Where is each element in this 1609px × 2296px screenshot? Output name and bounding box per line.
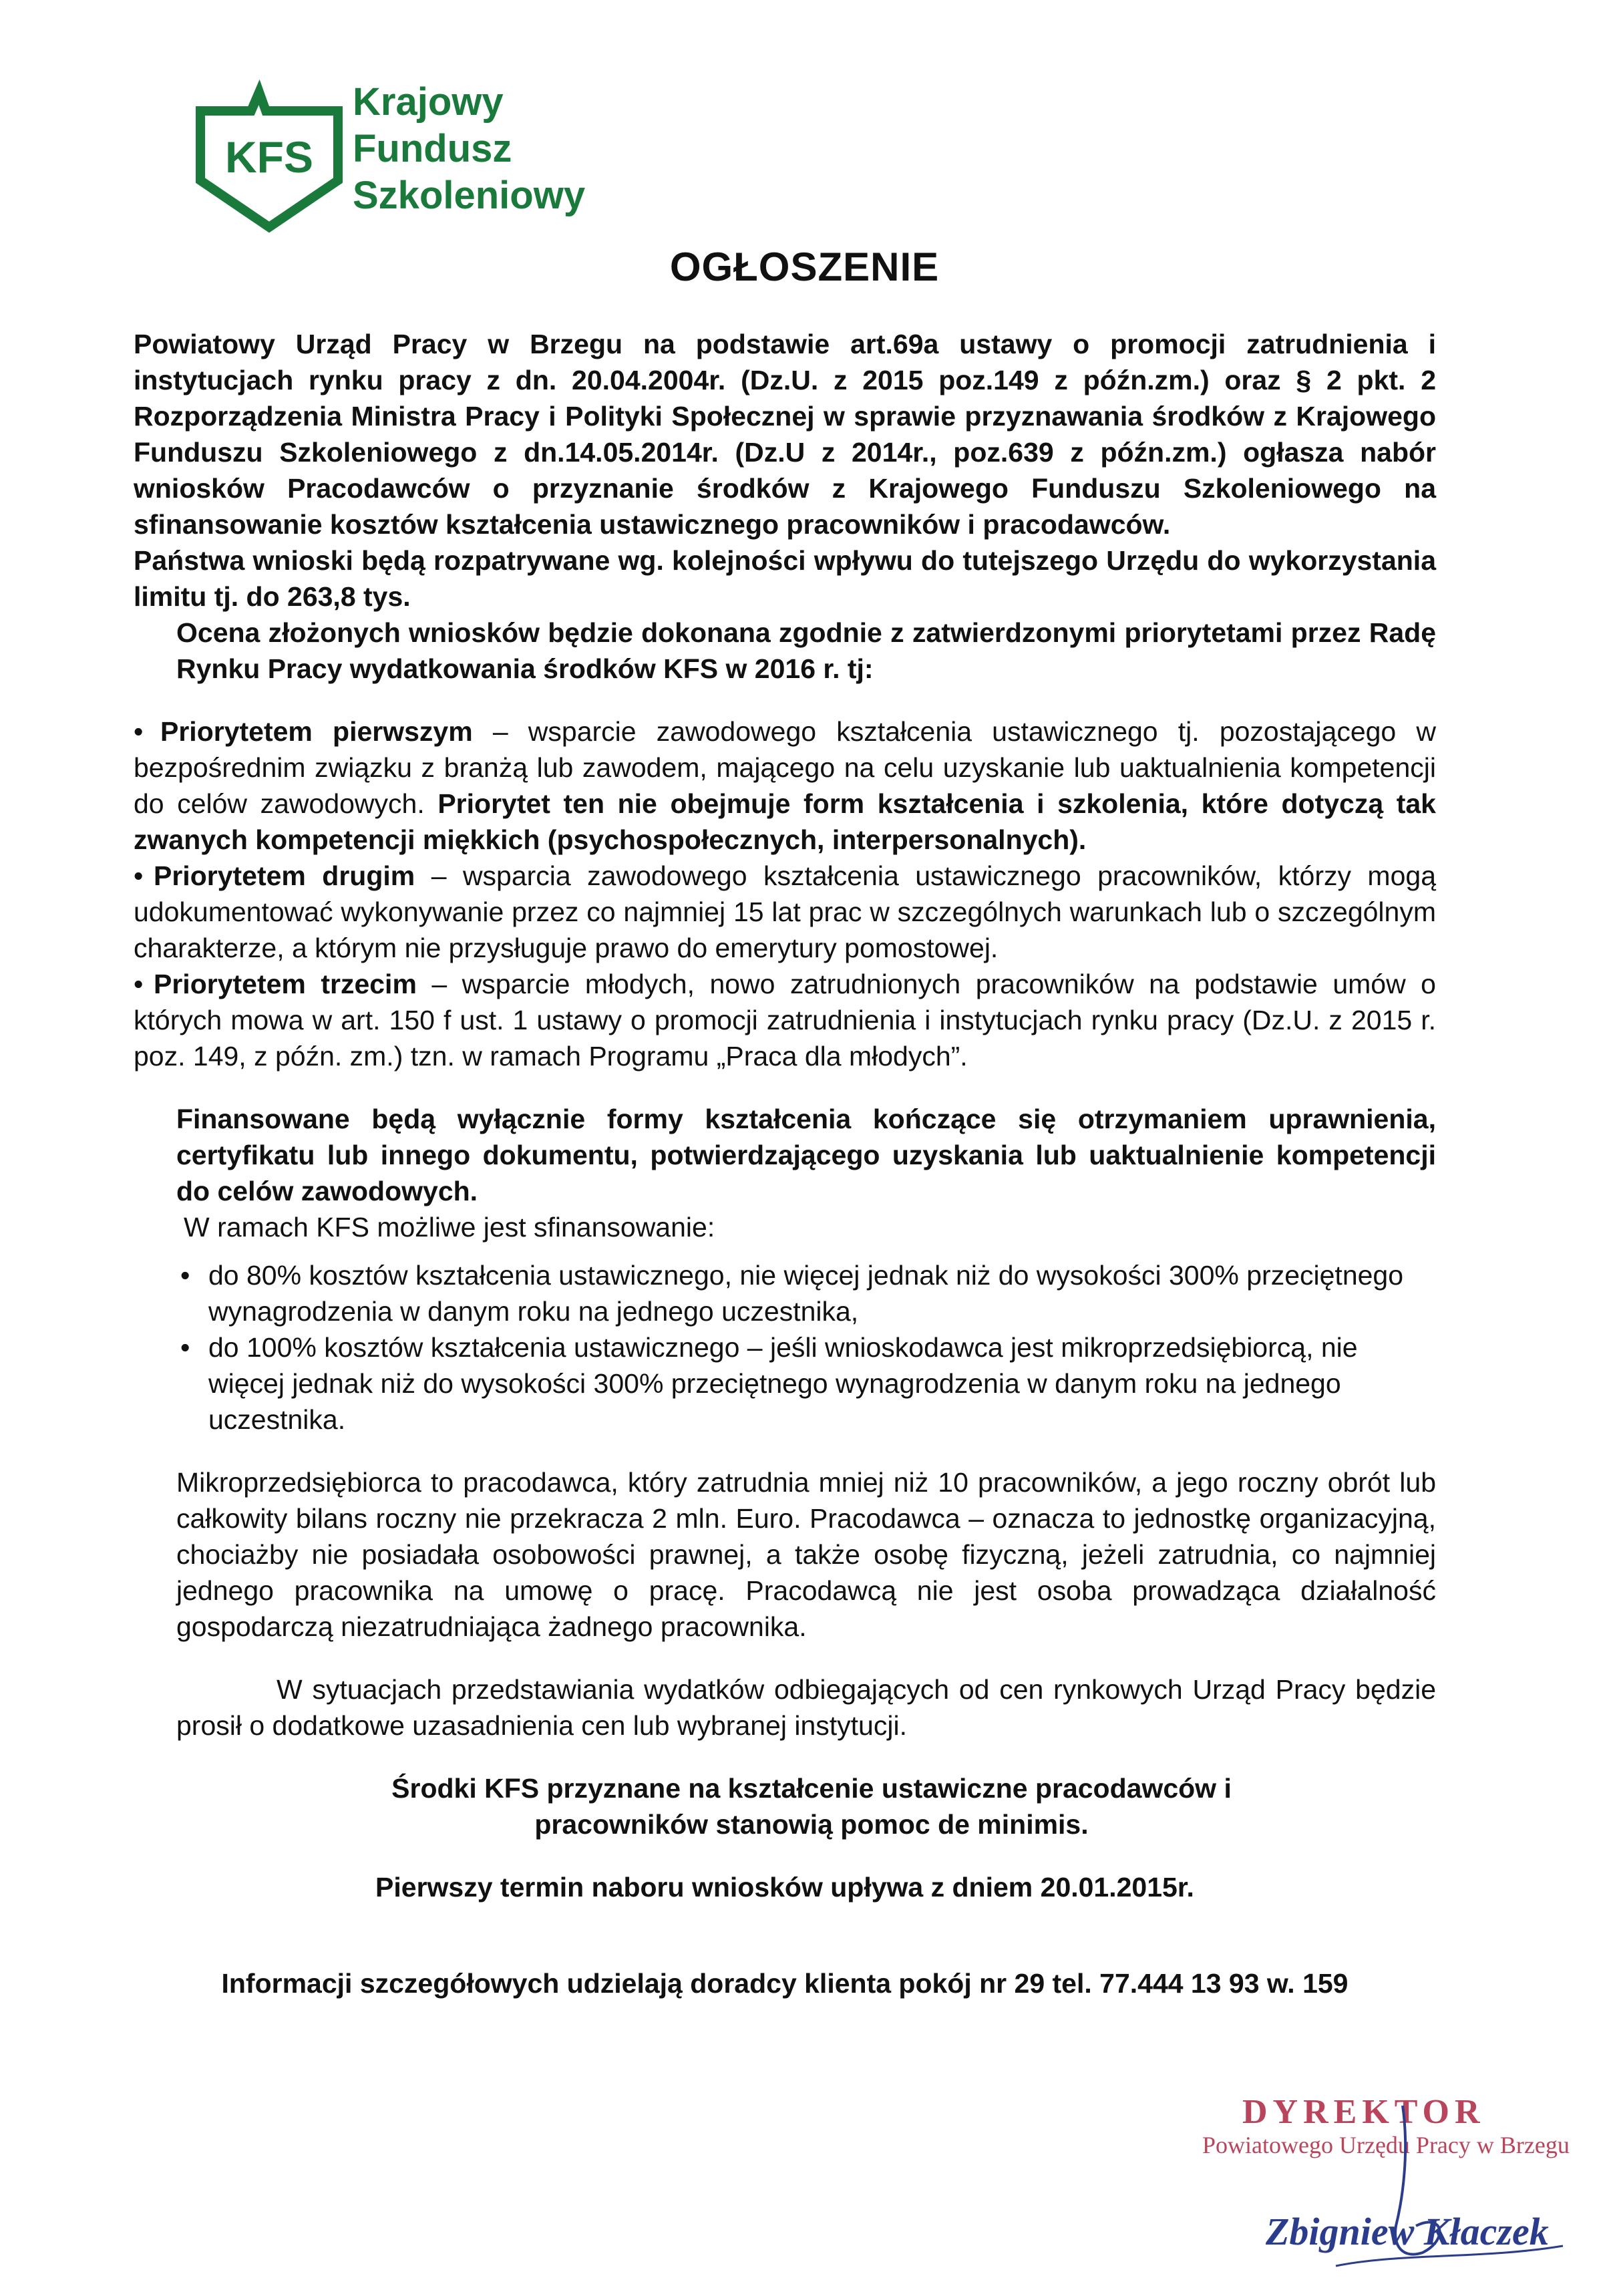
priority-note: Priorytet ten nie obejmuje form kształcenia i szkolenia, które dotyczą tak zwanych kompetencji miękkich (psychospołecznych, interpersonalnych). <box>134 788 1436 855</box>
document-body <box>134 326 1436 2001</box>
priority-text: – wsparcia zawodowego kształcenia ustawicznego pracowników, którzy mogą udokumentować wykonywanie przez co najmniej 15 lat prac w szczególnych warunkach lub o szczególnym charakterze, a którym nie przysługuje prawo do emerytury pomostowej. <box>134 860 1436 963</box>
kfs-intro: W ramach KFS możliwe jest sfinansowanie: <box>184 1212 715 1243</box>
kfs-shield-icon <box>192 79 346 232</box>
costs-paragraph: W sytuacjach przedstawiania wydatków odbiegających od cen rynkowych Urząd Pracy będzie prosił o dodatkowe uzasadnienia cen lub wybranej instytucji. <box>176 1674 1436 1741</box>
info-paragraph: Informacji szczegółowych udzielają doradcy klienta pokój nr 29 tel. 77.444 13 93 w. 159 <box>221 1968 1349 1999</box>
priorities-list <box>134 713 1436 1074</box>
kfs-financing-list <box>134 1257 1436 1438</box>
kfs-financing-item: • do 100% kosztów kształcenia ustawicznego – jeśli wnioskodawca jest mikroprzedsiębiorcą, nie więcej jednak niż do wysokości 300% przeciętnego wynagrodzenia w danym roku na jednego uczestnika. <box>180 1332 1358 1435</box>
intro-paragraph: Powiatowy Urząd Pracy w Brzegu na podstawie art.69a ustawy o promocji zatrudnienia i instytucjach rynku pracy z dn. 20.04.2004r. (Dz.U. z 2015 poz.149 z późn.zm.) oraz § 2 pkt. 2 Rozporządzenia Ministra Pracy i Polityki Społecznej w sprawie przyznawania środków z Krajowego Funduszu Szkoleniowego z dn.14.05.2014r. (Dz.U z 2014r., poz.639 z późn.zm.) ogłasza nabór wniosków Pracodawców o przyznanie środków z Krajowego Funduszu Szkoleniowego na sfinansowanie kosztów kształcenia ustawicznego pracowników i pracodawców. <box>134 329 1436 540</box>
priority-text: – wsparcie zawodowego kształcenia ustawicznego tj. pozostającego w bezpośrednim związku z branżą lub zawodem, mającego na celu uzyskanie lub uaktualnienia kompetencji do celów zawodowych. <box>134 716 1436 819</box>
priority-text: – wsparcie młodych, nowo zatrudnionych pracowników na podstawie umów o których mowa w art. 150 f ust. 1 ustawy o promocji zatrudnienia i instytucjach rynku pracy (Dz.U. z 2015 r. poz. 149, z późn. zm.) tzn. w ramach Programu „Praca dla młodych”. <box>134 969 1436 1072</box>
deadline-paragraph: Pierwszy termin naboru wniosków upływa z dniem 20.01.2015r. <box>375 1872 1194 1903</box>
priority-label: Priorytetem drugim <box>154 860 415 891</box>
logo-abbr: KFS <box>225 132 313 182</box>
stamp-name: Zbigniew Kłaczek <box>1266 2210 1549 2253</box>
financed-paragraph: Finansowane będą wyłącznie formy kształcenia kończące się otrzymaniem uprawnienia, certyfikatu lub innego dokumentu, potwierdzającego uzyskania lub uaktualnienie kompetencji do celów zawodowych. <box>176 1104 1436 1206</box>
stamp-title: DYREKTOR <box>1242 2093 1485 2131</box>
logo-line-1: Krajowy <box>353 80 504 124</box>
assessment-paragraph: Ocena złożonych wniosków będzie dokonana zgodnie z zatwierdzonymi priorytetami przez Radę Rynku Pracy wydatkowania środków KFS w 2016 r. tj: <box>176 617 1436 684</box>
handwritten-signature <box>1202 2092 1576 2286</box>
priority-label: Priorytetem trzecim <box>154 969 417 999</box>
document-title: OGŁOSZENIE <box>669 244 940 289</box>
order-paragraph: Państwa wnioski będą rozpatrywane wg. kolejności wpływu do tutejszego Urzędu do wykorzystania limitu tj. do 263,8 tys. <box>134 545 1436 612</box>
microenterprise-paragraph: Mikroprzedsiębiorca to pracodawca, który zatrudnia mniej niż 10 pracowników, a jego roczny obrót lub całkowity bilans roczny nie przekracza 2 mln. Euro. Pracodawca – oznacza to jednostkę organizacyjną, chociażby nie posiadała osobowości prawnej, a także osobę fizyczną, jeżeli zatrudnia, co najmniej jednego pracownika na umowę o pracę. Pracodawcą nie jest osoba prowadząca działalność gospodarczą niezatrudniająca żadnego pracownika. <box>176 1467 1436 1642</box>
director-stamp <box>1202 2092 1576 2286</box>
bullet: • <box>134 716 144 747</box>
logo-line-3: Szkoleniowy <box>353 174 586 217</box>
priority-item <box>134 858 1436 966</box>
logo-line-2: Fundusz <box>353 127 512 170</box>
priority-item <box>134 966 1436 1074</box>
priority-label: Priorytetem pierwszym <box>160 716 473 747</box>
bullet: • <box>134 969 144 999</box>
de-minimis-paragraph: Środki KFS przyznane na kształcenie ustawiczne pracodawców i pracowników stanowią pomoc de minimis. <box>391 1773 1232 1840</box>
priority-item <box>134 713 1436 858</box>
kfs-financing-item: • do 80% kosztów kształcenia ustawicznego, nie więcej jednak niż do wysokości 300% przeciętnego wynagrodzenia w danym roku na jednego uczestnika, <box>180 1260 1404 1327</box>
bullet: • <box>134 860 144 891</box>
logo-wordmark <box>353 79 585 219</box>
stamp-subtitle: Powiatowego Urzędu Pracy w Brzegu <box>1202 2132 1570 2158</box>
kfs-logo <box>192 79 620 232</box>
